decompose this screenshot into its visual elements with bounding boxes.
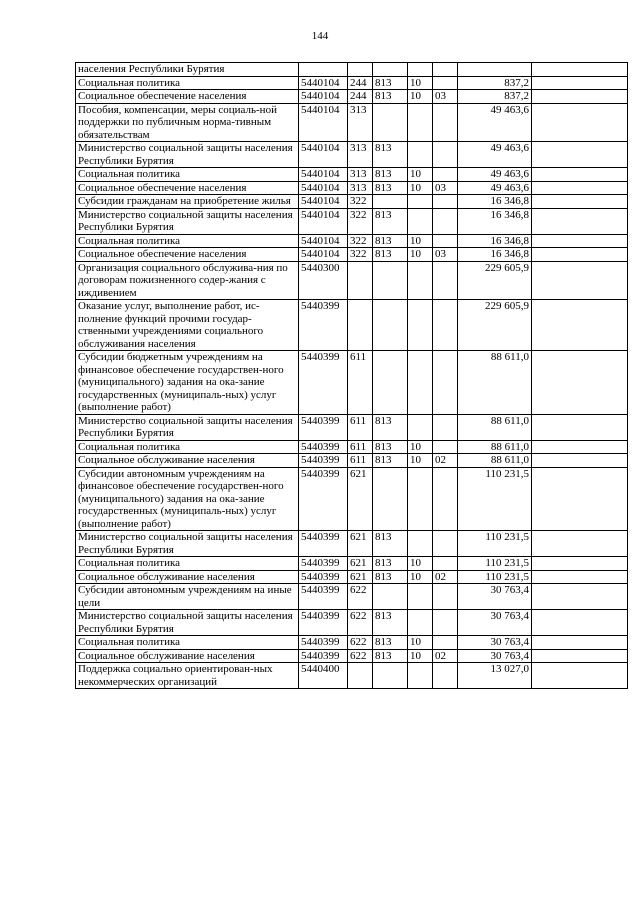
cell-expense-type: 622 — [348, 584, 373, 610]
cell-amount: 49 463,6 — [458, 168, 532, 182]
budget-table-body — [76, 63, 628, 689]
cell-administrator: 813 — [373, 454, 408, 468]
cell-administrator: 813 — [373, 248, 408, 262]
cell-section: 10 — [408, 649, 433, 663]
cell-amount: 16 346,8 — [458, 195, 532, 209]
cell-amount: 30 763,4 — [458, 584, 532, 610]
cell-empty — [532, 636, 628, 650]
cell-subsection — [433, 663, 458, 689]
cell-section: 10 — [408, 168, 433, 182]
cell-amount: 49 463,6 — [458, 103, 532, 142]
table-row — [76, 531, 628, 557]
cell-expense-type: 621 — [348, 467, 373, 531]
cell-amount: 16 346,8 — [458, 248, 532, 262]
cell-subsection — [433, 142, 458, 168]
cell-target-code: 5440399 — [299, 440, 348, 454]
cell-section — [408, 414, 433, 440]
cell-expense-type: 622 — [348, 649, 373, 663]
cell-target-code: 5440104 — [299, 248, 348, 262]
table-row — [76, 584, 628, 610]
cell-administrator — [373, 351, 408, 415]
cell-section — [408, 208, 433, 234]
cell-administrator: 813 — [373, 636, 408, 650]
cell-target-code: 5440104 — [299, 234, 348, 248]
table-row — [76, 181, 628, 195]
cell-amount: 110 231,5 — [458, 467, 532, 531]
cell-description: Министерство социальной защиты населения Республики Бурятия — [76, 142, 299, 168]
table-row — [76, 300, 628, 351]
cell-amount: 229 605,9 — [458, 261, 532, 300]
table-row — [76, 261, 628, 300]
cell-administrator — [373, 195, 408, 209]
cell-administrator: 813 — [373, 610, 408, 636]
cell-subsection — [433, 234, 458, 248]
table-row — [76, 195, 628, 209]
cell-subsection — [433, 351, 458, 415]
cell-subsection — [433, 168, 458, 182]
cell-amount: 88 611,0 — [458, 351, 532, 415]
cell-target-code: 5440104 — [299, 195, 348, 209]
cell-description: Социальная политика — [76, 234, 299, 248]
cell-expense-type: 322 — [348, 234, 373, 248]
cell-expense-type: 621 — [348, 557, 373, 571]
cell-empty — [532, 663, 628, 689]
cell-description: Министерство социальной защиты населения Республики Бурятия — [76, 531, 299, 557]
cell-administrator — [373, 663, 408, 689]
cell-target-code: 5440399 — [299, 636, 348, 650]
cell-description: Поддержка социально ориентирован-ных некоммерческих организаций — [76, 663, 299, 689]
cell-description: Организация социального обслужива-ния по договорам пожизненного содер-жания с иждивением — [76, 261, 299, 300]
cell-description: Субсидии гражданам на приобретение жилья — [76, 195, 299, 209]
cell-amount: 229 605,9 — [458, 300, 532, 351]
cell-empty — [532, 454, 628, 468]
cell-subsection: 03 — [433, 248, 458, 262]
cell-description: Оказание услуг, выполнение работ, ис-полнение функций прочими государ-ственными учреждениями социального обслуживания населения — [76, 300, 299, 351]
cell-subsection — [433, 76, 458, 90]
table-row — [76, 142, 628, 168]
cell-administrator: 813 — [373, 414, 408, 440]
cell-amount: 30 763,4 — [458, 636, 532, 650]
cell-description: Социальное обеспечение населения — [76, 181, 299, 195]
cell-expense-type: 611 — [348, 454, 373, 468]
cell-empty — [532, 181, 628, 195]
table-row — [76, 90, 628, 104]
cell-subsection — [433, 195, 458, 209]
cell-section — [408, 63, 433, 77]
cell-section — [408, 663, 433, 689]
cell-description: Министерство социальной защиты населения Республики Бурятия — [76, 610, 299, 636]
cell-empty — [532, 248, 628, 262]
cell-target-code: 5440399 — [299, 649, 348, 663]
cell-subsection: 02 — [433, 649, 458, 663]
cell-expense-type: 621 — [348, 531, 373, 557]
cell-expense-type — [348, 261, 373, 300]
cell-target-code: 5440104 — [299, 208, 348, 234]
cell-administrator: 813 — [373, 168, 408, 182]
cell-subsection — [433, 610, 458, 636]
cell-subsection: 02 — [433, 570, 458, 584]
cell-administrator: 813 — [373, 649, 408, 663]
cell-administrator — [373, 300, 408, 351]
cell-target-code — [299, 63, 348, 77]
cell-section — [408, 261, 433, 300]
cell-expense-type: 622 — [348, 636, 373, 650]
cell-amount: 13 027,0 — [458, 663, 532, 689]
cell-administrator: 813 — [373, 531, 408, 557]
cell-empty — [532, 610, 628, 636]
cell-administrator — [373, 63, 408, 77]
table-row — [76, 440, 628, 454]
cell-target-code: 5440399 — [299, 454, 348, 468]
cell-administrator: 813 — [373, 557, 408, 571]
table-row — [76, 168, 628, 182]
cell-subsection — [433, 300, 458, 351]
cell-target-code: 5440104 — [299, 103, 348, 142]
cell-description: населения Республики Бурятия — [76, 63, 299, 77]
cell-section: 10 — [408, 454, 433, 468]
budget-table — [75, 62, 628, 689]
cell-description: Социальное обслуживание населения — [76, 454, 299, 468]
cell-section: 10 — [408, 76, 433, 90]
cell-section: 10 — [408, 636, 433, 650]
table-row — [76, 454, 628, 468]
cell-target-code: 5440104 — [299, 76, 348, 90]
cell-section: 10 — [408, 90, 433, 104]
cell-subsection — [433, 414, 458, 440]
cell-target-code: 5440104 — [299, 142, 348, 168]
table-row — [76, 649, 628, 663]
cell-amount: 16 346,8 — [458, 234, 532, 248]
cell-amount — [458, 63, 532, 77]
cell-empty — [532, 649, 628, 663]
cell-empty — [532, 103, 628, 142]
cell-amount: 30 763,4 — [458, 649, 532, 663]
cell-expense-type: 611 — [348, 351, 373, 415]
cell-subsection — [433, 467, 458, 531]
cell-target-code: 5440399 — [299, 610, 348, 636]
table-row — [76, 103, 628, 142]
cell-expense-type: 244 — [348, 90, 373, 104]
cell-expense-type: 322 — [348, 208, 373, 234]
cell-administrator — [373, 584, 408, 610]
cell-description: Субсидии автономным учреждениям на финансовое обеспечение государствен-ного (муниципального) задания на ока-зание государственных (муниципаль-ных) услуг (выполнение работ) — [76, 467, 299, 531]
cell-empty — [532, 76, 628, 90]
cell-administrator: 813 — [373, 181, 408, 195]
cell-empty — [532, 300, 628, 351]
cell-target-code: 5440399 — [299, 531, 348, 557]
cell-empty — [532, 531, 628, 557]
cell-section — [408, 531, 433, 557]
cell-amount: 110 231,5 — [458, 557, 532, 571]
cell-section: 10 — [408, 557, 433, 571]
cell-target-code: 5440399 — [299, 467, 348, 531]
cell-description: Социальная политика — [76, 636, 299, 650]
cell-administrator: 813 — [373, 142, 408, 168]
cell-section — [408, 351, 433, 415]
cell-expense-type: 611 — [348, 440, 373, 454]
cell-expense-type: 313 — [348, 103, 373, 142]
cell-section: 10 — [408, 248, 433, 262]
cell-target-code: 5440300 — [299, 261, 348, 300]
cell-empty — [532, 208, 628, 234]
cell-description: Субсидии автономным учреждениям на иные цели — [76, 584, 299, 610]
cell-amount: 49 463,6 — [458, 142, 532, 168]
cell-expense-type: 244 — [348, 76, 373, 90]
cell-description: Социальное обеспечение населения — [76, 90, 299, 104]
cell-section — [408, 584, 433, 610]
cell-administrator — [373, 103, 408, 142]
cell-expense-type — [348, 63, 373, 77]
cell-description: Социальная политика — [76, 168, 299, 182]
cell-empty — [532, 467, 628, 531]
cell-section: 10 — [408, 440, 433, 454]
table-row — [76, 208, 628, 234]
cell-empty — [532, 351, 628, 415]
cell-expense-type: 322 — [348, 195, 373, 209]
cell-expense-type: 611 — [348, 414, 373, 440]
cell-section — [408, 467, 433, 531]
table-row — [76, 557, 628, 571]
cell-amount: 837,2 — [458, 90, 532, 104]
cell-administrator: 813 — [373, 76, 408, 90]
cell-target-code: 5440399 — [299, 300, 348, 351]
cell-section: 10 — [408, 570, 433, 584]
cell-empty — [532, 195, 628, 209]
table-row — [76, 63, 628, 77]
table-row — [76, 414, 628, 440]
cell-description: Министерство социальной защиты населения Республики Бурятия — [76, 414, 299, 440]
cell-section — [408, 103, 433, 142]
cell-expense-type: 322 — [348, 248, 373, 262]
cell-administrator — [373, 467, 408, 531]
cell-subsection — [433, 440, 458, 454]
cell-subsection — [433, 636, 458, 650]
cell-amount: 110 231,5 — [458, 531, 532, 557]
cell-subsection — [433, 531, 458, 557]
cell-subsection: 03 — [433, 90, 458, 104]
cell-description: Социальное обеспечение населения — [76, 248, 299, 262]
cell-target-code: 5440399 — [299, 570, 348, 584]
cell-administrator: 813 — [373, 90, 408, 104]
cell-section: 10 — [408, 181, 433, 195]
cell-administrator: 813 — [373, 440, 408, 454]
cell-administrator — [373, 261, 408, 300]
cell-amount: 16 346,8 — [458, 208, 532, 234]
cell-description: Пособия, компенсации, меры социаль-ной поддержки по публичным норма-тивным обязательствам — [76, 103, 299, 142]
cell-target-code: 5440399 — [299, 557, 348, 571]
cell-empty — [532, 440, 628, 454]
cell-expense-type: 313 — [348, 181, 373, 195]
cell-expense-type: 313 — [348, 168, 373, 182]
cell-expense-type — [348, 663, 373, 689]
cell-amount: 88 611,0 — [458, 414, 532, 440]
cell-subsection — [433, 63, 458, 77]
cell-section: 10 — [408, 234, 433, 248]
cell-target-code: 5440399 — [299, 351, 348, 415]
cell-empty — [532, 261, 628, 300]
cell-subsection — [433, 557, 458, 571]
cell-empty — [532, 142, 628, 168]
cell-target-code: 5440400 — [299, 663, 348, 689]
cell-target-code: 5440104 — [299, 181, 348, 195]
cell-administrator: 813 — [373, 234, 408, 248]
table-row — [76, 248, 628, 262]
cell-expense-type: 313 — [348, 142, 373, 168]
cell-section — [408, 142, 433, 168]
cell-description: Социальная политика — [76, 440, 299, 454]
cell-empty — [532, 570, 628, 584]
cell-empty — [532, 557, 628, 571]
cell-description: Социальное обслуживание населения — [76, 649, 299, 663]
cell-description: Социальная политика — [76, 76, 299, 90]
cell-description: Социальное обслуживание населения — [76, 570, 299, 584]
cell-amount: 110 231,5 — [458, 570, 532, 584]
cell-section — [408, 300, 433, 351]
cell-amount: 88 611,0 — [458, 454, 532, 468]
cell-administrator: 813 — [373, 570, 408, 584]
cell-empty — [532, 584, 628, 610]
cell-description: Министерство социальной защиты населения Республики Бурятия — [76, 208, 299, 234]
table-row — [76, 234, 628, 248]
cell-target-code: 5440399 — [299, 414, 348, 440]
cell-target-code: 5440399 — [299, 584, 348, 610]
table-row — [76, 467, 628, 531]
cell-empty — [532, 414, 628, 440]
table-row — [76, 610, 628, 636]
table-row — [76, 76, 628, 90]
cell-expense-type — [348, 300, 373, 351]
cell-empty — [532, 90, 628, 104]
cell-empty — [532, 234, 628, 248]
cell-amount: 30 763,4 — [458, 610, 532, 636]
cell-subsection — [433, 103, 458, 142]
cell-section — [408, 610, 433, 636]
table-row — [76, 351, 628, 415]
cell-amount: 49 463,6 — [458, 181, 532, 195]
cell-empty — [532, 63, 628, 77]
cell-subsection — [433, 584, 458, 610]
cell-subsection — [433, 208, 458, 234]
cell-expense-type: 621 — [348, 570, 373, 584]
cell-administrator: 813 — [373, 208, 408, 234]
table-row — [76, 570, 628, 584]
cell-subsection — [433, 261, 458, 300]
cell-amount: 837,2 — [458, 76, 532, 90]
page-number: 144 — [311, 30, 329, 42]
cell-amount: 88 611,0 — [458, 440, 532, 454]
cell-empty — [532, 168, 628, 182]
cell-target-code: 5440104 — [299, 168, 348, 182]
cell-section — [408, 195, 433, 209]
table-row — [76, 636, 628, 650]
cell-description: Социальная политика — [76, 557, 299, 571]
cell-subsection: 02 — [433, 454, 458, 468]
cell-expense-type: 622 — [348, 610, 373, 636]
cell-target-code: 5440104 — [299, 90, 348, 104]
cell-subsection: 03 — [433, 181, 458, 195]
table-row — [76, 663, 628, 689]
cell-description: Субсидии бюджетным учреждениям на финансовое обеспечение государствен-ного (муниципального) задания на ока-зание государственных (муниципаль-ных) услуг (выполнение работ) — [76, 351, 299, 415]
